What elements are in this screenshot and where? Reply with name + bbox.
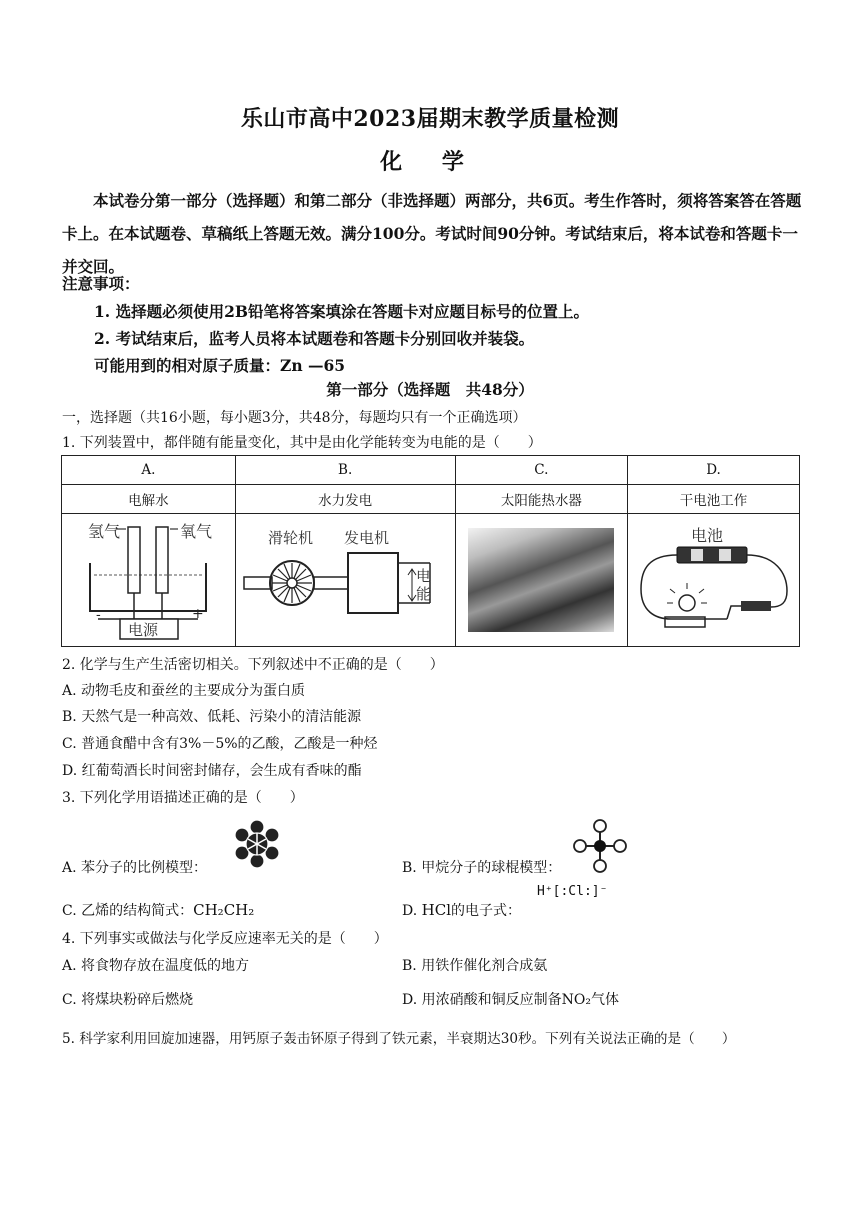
q4-option-b: B. 用铁作催化剂合成氨 bbox=[402, 958, 548, 974]
q1-fig-hydropower bbox=[235, 514, 455, 647]
q4-option-a: A. 将食物存放在温度低的地方 bbox=[62, 958, 250, 974]
q3-option-a: A. 苯分子的比例模型： bbox=[62, 860, 208, 876]
q1-col-b-letter: B. bbox=[235, 456, 455, 485]
q3-option-c bbox=[62, 900, 254, 920]
q1-stem: 1. 下列装置中，都伴随有能量变化，其中是由化学能转变为电能的是（ ） bbox=[62, 435, 542, 451]
subject-title: 化 学 bbox=[380, 149, 480, 175]
q5-stem: 5. 科学家利用回旋加速器，用钙原子轰击钚原子得到了铁元素，半衰期达30秒。下列有关说法正确的是（ ） bbox=[62, 1031, 736, 1047]
solar-heater-photo bbox=[468, 528, 614, 632]
power-source-label: 电源 bbox=[128, 621, 159, 639]
battery-label: 电池 bbox=[690, 526, 723, 545]
q3-option-d-text: 的电子式： bbox=[451, 903, 521, 919]
q3-option-d bbox=[402, 900, 521, 920]
hydropower-diagram bbox=[240, 519, 450, 637]
q2-option-a: A. 动物毛皮和蚕丝的主要成分为蛋白质 bbox=[62, 683, 306, 699]
q2-option-d: D. 红葡萄酒长时间密封储存，会生成有香味的酯 bbox=[62, 763, 362, 779]
ethylene-formula: CH₂CH₂ bbox=[193, 901, 255, 919]
intro-paragraph: 本试卷分第一部分（选择题）和第二部分（非选择题）两部分，共6页。考生作答时，须将答案答在答题卡上。在本试题卷、草稿纸上答题无效。满分100分。考试时间90分钟。考试结束后，将本试卷和答题卡一并交回。 bbox=[62, 191, 802, 276]
q2-stem: 2. 化学与生产生活密切相关。下列叙述中不正确的是（ ） bbox=[62, 657, 444, 673]
atomic-mass-line: 可能用到的相对原子质量：Zn —65 bbox=[94, 356, 346, 375]
electric-energy-label-2: 能 bbox=[416, 585, 432, 603]
q1-options-table bbox=[61, 455, 800, 647]
q2-option-c: C. 普通食醋中含有3%－5%的乙酸，乙酸是一种烃 bbox=[62, 736, 378, 752]
electric-energy-label: 电 bbox=[416, 567, 432, 585]
hcl-electron-formula: H⁺[:Cl:]⁻ bbox=[537, 884, 608, 899]
q1-col-a-letter: A. bbox=[62, 456, 236, 485]
q3-option-d-prefix: D. bbox=[402, 903, 422, 919]
q1-fig-dry-battery bbox=[628, 514, 800, 647]
note-item-2: 2. 考试结束后，监考人员将本试题卷和答题卡分别回收并装袋。 bbox=[94, 329, 535, 348]
q1-fig-electrolysis bbox=[62, 514, 236, 647]
methane-ball-stick-model bbox=[572, 818, 628, 874]
q3-option-b: B. 甲烷分子的球棍模型： bbox=[402, 860, 562, 876]
pulley-label: 滑轮机 bbox=[268, 529, 314, 547]
q1-col-a-label: 电解水 bbox=[62, 485, 236, 514]
note-item-1: 1. 选择题必须使用2B铅笔将答案填涂在答题卡对应题目标号的位置上。 bbox=[94, 302, 589, 321]
part1-heading: 第一部分（选择题 共48分） bbox=[326, 380, 534, 399]
q1-col-c-letter: C. bbox=[455, 456, 628, 485]
hydrogen-label: 氢气 bbox=[88, 522, 121, 541]
dry-battery-diagram bbox=[631, 519, 797, 637]
benzene-space-filling-model bbox=[232, 819, 282, 869]
q1-col-d-label: 干电池工作 bbox=[628, 485, 800, 514]
q2-option-b: B. 天然气是一种高效、低耗、污染小的清洁能源 bbox=[62, 709, 362, 725]
part1-instruction: 一，选择题（共16小题，每小题3分，共48分，每题均只有一个正确选项） bbox=[62, 410, 527, 426]
q1-col-b-label: 水力发电 bbox=[235, 485, 455, 514]
q4-option-d: D. 用浓硝酸和铜反应制备NO₂气体 bbox=[402, 992, 619, 1008]
hcl-formula: HCl bbox=[421, 901, 451, 919]
minus-sign: - bbox=[96, 607, 102, 623]
q1-col-d-letter: D. bbox=[628, 456, 800, 485]
electrolysis-diagram bbox=[68, 515, 228, 641]
q1-fig-solar-heater bbox=[455, 514, 628, 647]
q3-option-c-text: C. 乙烯的结构简式： bbox=[62, 903, 194, 919]
q4-stem: 4. 下列事实或做法与化学反应速率无关的是（ ） bbox=[62, 931, 388, 947]
q4-option-c: C. 将煤块粉碎后燃烧 bbox=[62, 992, 194, 1008]
q1-col-c-label: 太阳能热水器 bbox=[455, 485, 628, 514]
oxygen-label: 氧气 bbox=[180, 522, 213, 541]
plus-sign: + bbox=[192, 606, 205, 622]
q3-stem: 3. 下列化学用语描述正确的是（ ） bbox=[62, 790, 304, 806]
exam-title: 乐山市高中2023届期末教学质量检测 bbox=[240, 106, 620, 132]
notes-heading: 注意事项： bbox=[62, 274, 140, 293]
generator-label: 发电机 bbox=[344, 529, 390, 547]
